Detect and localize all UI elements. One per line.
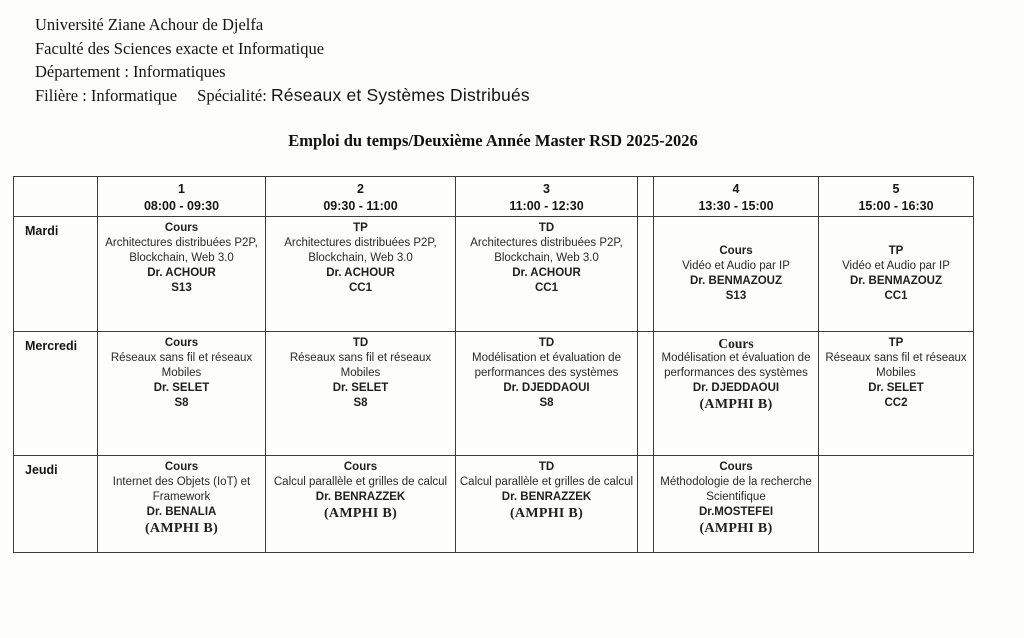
session-type: TP xyxy=(888,245,904,257)
slot-time-range: 09:30 - 11:00 xyxy=(323,198,398,213)
session-teacher: Dr. BENRAZZEK xyxy=(501,491,592,503)
session-room: S8 xyxy=(174,397,189,409)
day-cell: Mardi xyxy=(14,217,98,332)
session-course: Méthodologie de la recherche Scientifique xyxy=(660,476,812,503)
timetable-title: Emploi du temps/Deuxième Année Master RSD 2025-2026 xyxy=(288,131,698,150)
session-teacher: Dr. BENMAZOUZ xyxy=(850,275,942,287)
session-room: CC1 xyxy=(884,290,908,302)
session-teacher: Dr. ACHOUR xyxy=(326,267,395,279)
slot-time-range: 13:30 - 15:00 xyxy=(698,198,774,213)
session-type: Cours xyxy=(164,337,199,349)
session-room: S8 xyxy=(539,397,554,409)
session-amphi: (AMPHI B) xyxy=(144,521,219,536)
timetable-row xyxy=(14,217,974,332)
slot-header xyxy=(456,177,638,217)
timetable-row xyxy=(14,332,974,456)
slot-header xyxy=(98,177,266,217)
slot-time-range: 08:00 - 09:30 xyxy=(143,198,220,213)
spacer-column-header xyxy=(638,177,654,217)
timetable xyxy=(13,176,974,553)
slot-header xyxy=(266,177,456,217)
session-cell xyxy=(654,332,819,456)
institution-line-department: Département : Informatiques xyxy=(35,62,226,81)
session-teacher: Dr. SELET xyxy=(868,382,924,394)
institution-line-university: Université Ziane Achour de Djelfa xyxy=(35,15,264,34)
spacer-cell xyxy=(638,332,654,456)
session-type: Cours xyxy=(164,222,199,234)
slot-number: 2 xyxy=(357,181,364,196)
session-course: Réseaux sans fil et réseaux Mobiles xyxy=(825,352,967,379)
session-cell xyxy=(98,217,266,332)
slot-header xyxy=(654,177,819,217)
session-teacher: Dr. SELET xyxy=(153,382,210,394)
session-type: TD xyxy=(538,222,555,234)
day-column-header xyxy=(14,177,98,217)
session-amphi: (AMPHI B) xyxy=(699,397,773,412)
session-cell xyxy=(819,332,974,456)
session-cell xyxy=(654,217,819,332)
session-type: Cours xyxy=(719,245,753,257)
session-course: Réseaux sans fil et réseaux Mobiles xyxy=(110,352,253,379)
session-type: TP xyxy=(353,222,368,234)
session-teacher: Dr. ACHOUR xyxy=(512,267,581,279)
session-course: Modélisation et évaluation de performances des systèmes xyxy=(472,352,621,379)
session-amphi: (AMPHI B) xyxy=(323,506,398,521)
session-course: Architectures distribuées P2P, Blockchain, Web 3.0 xyxy=(284,237,437,264)
session-cell xyxy=(266,217,456,332)
spacer-cell xyxy=(638,456,654,553)
session-type: TD xyxy=(352,337,369,349)
session-cell xyxy=(456,332,638,456)
slot-time-range: 11:00 - 12:30 xyxy=(509,198,584,213)
session-room: S8 xyxy=(353,397,368,409)
session-type: Cours xyxy=(343,461,378,473)
session-teacher: Dr.MOSTEFEI xyxy=(698,506,774,518)
session-type: Cours xyxy=(164,461,199,473)
specialite-value: Réseaux et Systèmes Distribués xyxy=(270,84,530,105)
session-cell xyxy=(819,456,974,553)
session-room: S13 xyxy=(725,290,747,302)
session-cell xyxy=(98,456,266,553)
slot-number: 1 xyxy=(178,181,185,196)
session-amphi: (AMPHI B) xyxy=(699,521,773,536)
document-header xyxy=(35,13,530,107)
timetable-header-row xyxy=(14,177,974,217)
session-course: Vidéo et Audio par IP xyxy=(682,260,790,272)
slot-header xyxy=(819,177,974,217)
session-type: TD xyxy=(538,461,555,473)
slot-number: 5 xyxy=(892,181,900,196)
session-cell xyxy=(266,332,456,456)
session-type: TP xyxy=(888,337,904,349)
session-teacher: Dr. BENRAZZEK xyxy=(315,491,406,503)
spacer-cell xyxy=(638,217,654,332)
session-type: TD xyxy=(538,337,555,349)
session-course: Calcul parallèle et grilles de calcul xyxy=(273,476,448,488)
session-teacher: Dr. ACHOUR xyxy=(147,267,216,279)
filiere-line xyxy=(35,84,530,108)
session-type: Cours xyxy=(719,461,753,473)
session-course: Réseaux sans fil et réseaux Mobiles xyxy=(289,352,432,379)
specialite-label: Spécialité: xyxy=(197,85,267,105)
session-teacher: Dr. BENMAZOUZ xyxy=(690,275,782,287)
session-cell xyxy=(819,217,974,332)
session-course: Architectures distribuées P2P, Blockchain, Web 3.0 xyxy=(105,237,258,264)
session-course: Calcul parallèle et grilles de calcul xyxy=(459,476,634,488)
session-cell xyxy=(266,456,456,553)
day-cell: Mercredi xyxy=(14,332,98,456)
session-course: Modélisation et évaluation de performances des systèmes xyxy=(661,352,811,379)
session-teacher: Dr. SELET xyxy=(332,382,389,394)
session-course: Architectures distribuées P2P, Blockchain, Web 3.0 xyxy=(470,237,623,264)
session-room: S13 xyxy=(171,282,192,294)
session-cell xyxy=(456,217,638,332)
session-room: CC1 xyxy=(348,282,372,294)
slot-time-range: 15:00 - 16:30 xyxy=(858,198,934,213)
slot-number: 4 xyxy=(732,181,740,196)
session-course: Vidéo et Audio par IP xyxy=(842,260,950,272)
session-room: CC1 xyxy=(534,282,558,294)
session-cell xyxy=(98,332,266,456)
session-teacher: Dr. DJEDDAOUI xyxy=(503,382,590,394)
day-cell: Jeudi xyxy=(14,456,98,553)
session-cell xyxy=(654,456,819,553)
session-teacher: Dr. DJEDDAOUI xyxy=(692,382,780,394)
timetable-row xyxy=(14,456,974,553)
filiere-label: Filière : Informatique xyxy=(35,85,178,105)
slot-number: 3 xyxy=(543,181,550,196)
session-amphi: (AMPHI B) xyxy=(509,506,584,521)
session-type: Cours xyxy=(718,336,754,351)
session-course: Internet des Objets (IoT) et Framework xyxy=(112,476,251,503)
institution-line-faculty: Faculté des Sciences exacte et Informatique xyxy=(35,38,325,58)
session-room: CC2 xyxy=(884,397,908,409)
session-cell xyxy=(456,456,638,553)
session-teacher: Dr. BENALIA xyxy=(146,506,217,518)
